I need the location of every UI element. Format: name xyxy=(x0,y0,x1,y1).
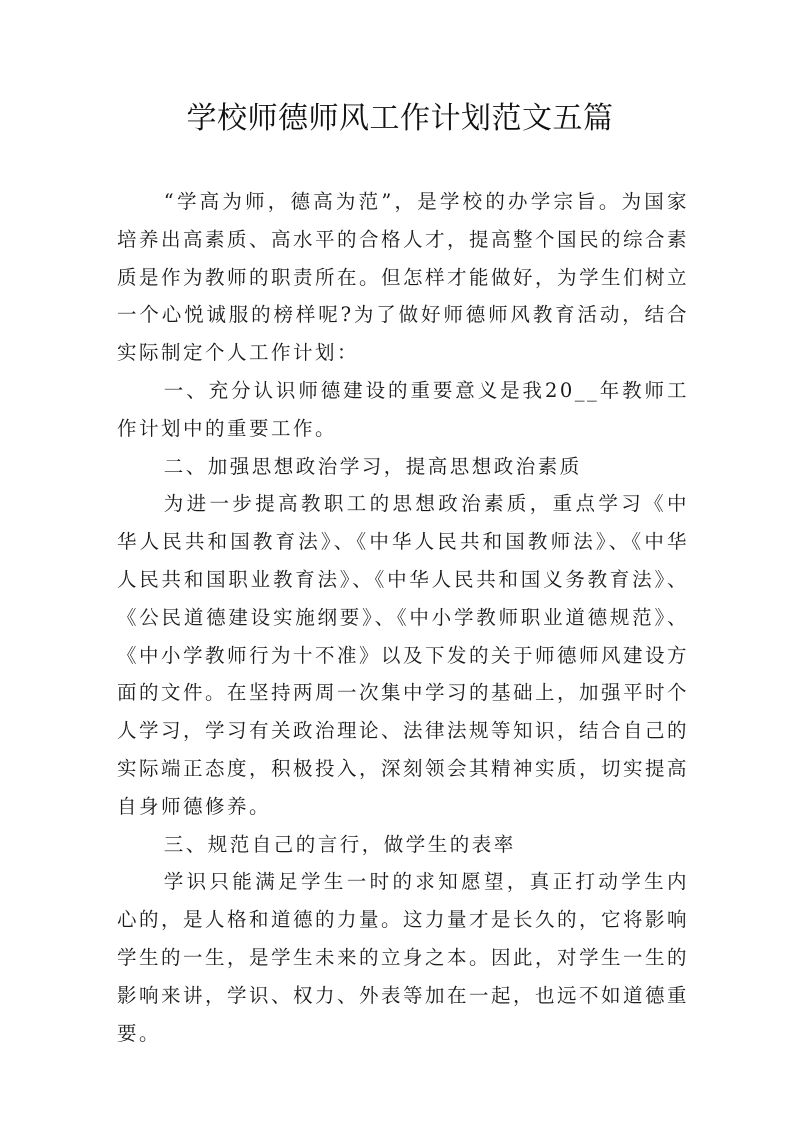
paragraph-section-2-body: 为进一步提高教职工的思想政治素质，重点学习《中华人民共和国教育法》、《中华人民共和国教师法》、《中华人民共和国职业教育法》、《中华人民共和国义务教育法》、《公民道德建设实施纲要》、《中小学教师职业道德规范》、《中小学教师行为十不准》以及下发的关于师德师风建设方面的文件。在坚持两周一次集中学习的基础上，加强平时个人学习，学习有关政治理论、法律法规等知识，结合自己的实际端正态度，积极投入，深刻领会其精神实质，切实提高自身师德修养。 xyxy=(117,492,690,818)
paragraph-section-1: 一、充分认识师德建设的重要意义是我20__年教师工作计划中的重要工作。 xyxy=(117,378,689,440)
paragraph-section-3-body: 学识只能满足学生一时的求知愿望，真正打动学生内心的，是人格和道德的力量。这力量才是长久的，它将影响学生的一生，是学生未来的立身之本。因此，对学生一生的影响来讲，学识、权力、外表等加在一起，也远不如道德重要。 xyxy=(117,870,690,1045)
paragraph-section-3-heading: 三、规范自己的言行，做学生的表率 xyxy=(163,832,516,856)
document-title: 学校师德师风工作计划范文五篇 xyxy=(186,101,614,136)
paragraph-section-2-heading: 二、加强思想政治学习，提高思想政治素质 xyxy=(163,454,582,478)
document-body xyxy=(117,183,689,1052)
paragraph-intro: “学高为师，德高为范”，是学校的办学宗旨。为国家培养出高素质、高水平的合格人才，提高整个国民的综合素质是作为教师的职责所在。但怎样才能做好，为学生们树立一个心悦诚服的榜样呢?为了做好师德师风教育活动，结合实际制定个人工作计划： xyxy=(117,190,690,365)
